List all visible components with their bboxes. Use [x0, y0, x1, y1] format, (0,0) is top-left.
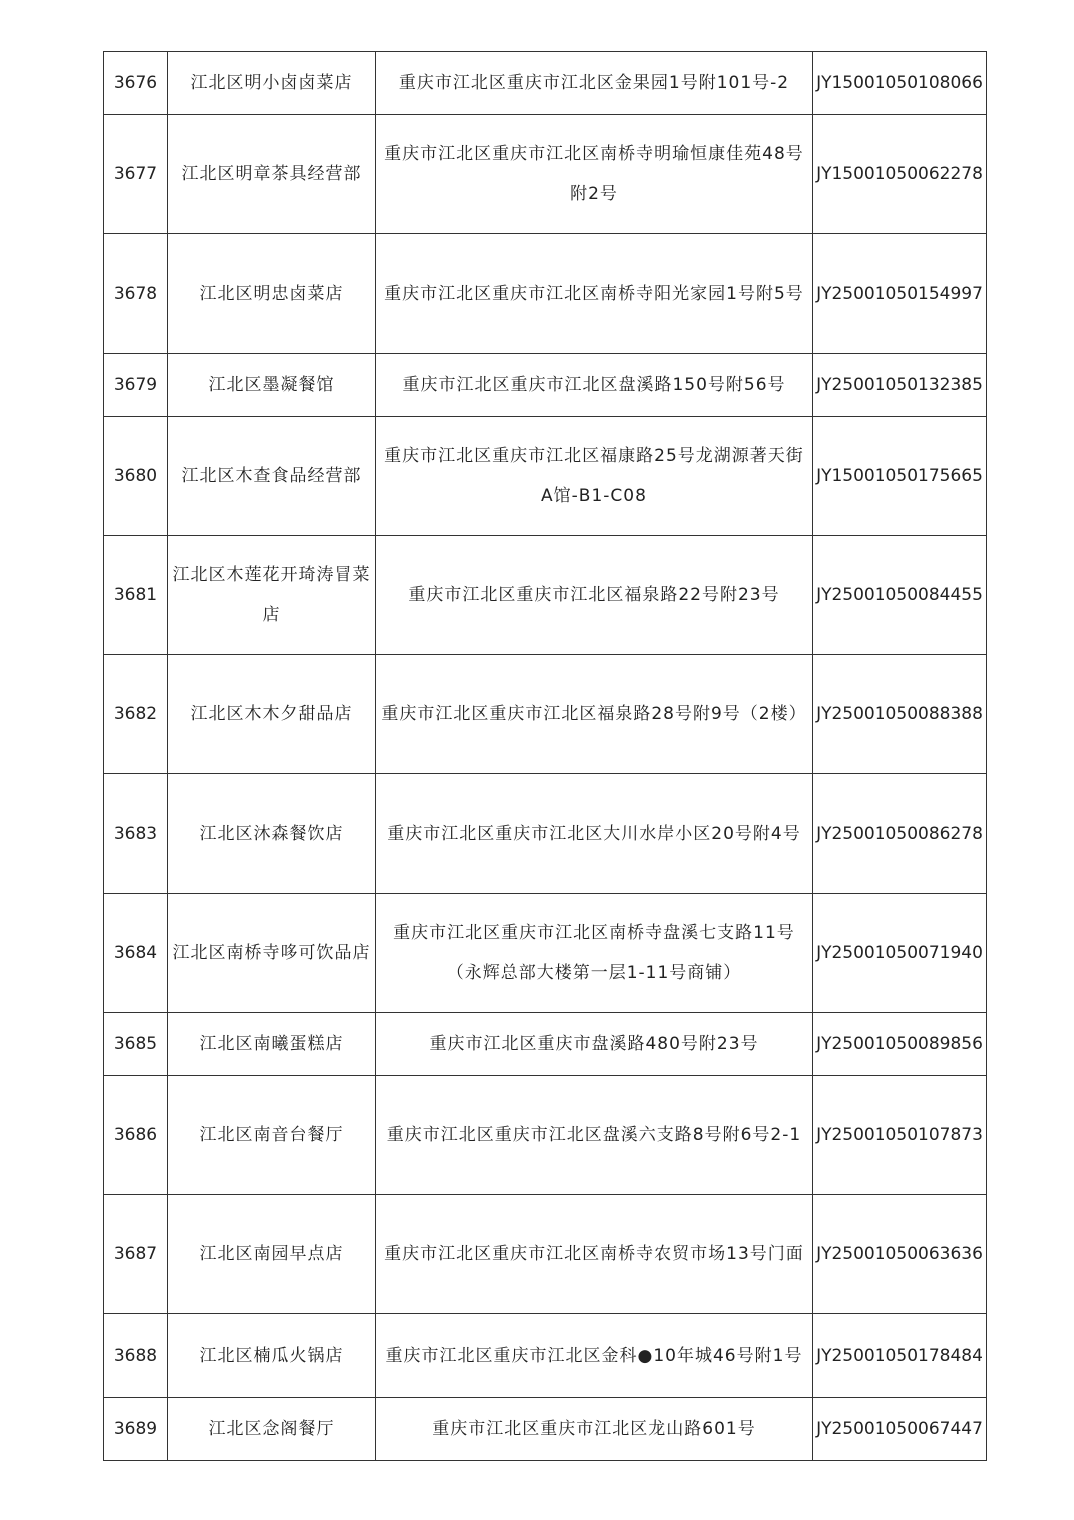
business-name: 江北区明忠卤菜店	[168, 234, 376, 354]
license-table	[103, 51, 987, 1461]
business-name: 江北区木木夕甜品店	[168, 655, 376, 774]
license-number: JY15001050108066	[813, 52, 987, 115]
business-name: 江北区南曦蛋糕店	[168, 1013, 376, 1076]
row-number: 3689	[104, 1398, 168, 1461]
business-address: 重庆市江北区重庆市盘溪路480号附23号	[376, 1013, 813, 1076]
table-row	[104, 52, 987, 115]
license-number: JY25001050067447	[813, 1398, 987, 1461]
business-address: 重庆市江北区重庆市江北区南桥寺农贸市场13号门面	[376, 1195, 813, 1314]
row-number: 3676	[104, 52, 168, 115]
business-name: 江北区沐森餐饮店	[168, 774, 376, 894]
license-number: JY25001050088388	[813, 655, 987, 774]
business-name: 江北区明小卤卤菜店	[168, 52, 376, 115]
business-address: 重庆市江北区重庆市江北区南桥寺明瑜恒康佳苑48号附2号	[376, 115, 813, 234]
row-number: 3680	[104, 417, 168, 536]
license-number: JY15001050062278	[813, 115, 987, 234]
license-number: JY25001050086278	[813, 774, 987, 894]
license-number: JY15001050175665	[813, 417, 987, 536]
table-row	[104, 1398, 987, 1461]
table-row	[104, 774, 987, 894]
license-number: JY25001050084455	[813, 536, 987, 655]
business-address: 重庆市江北区重庆市江北区南桥寺阳光家园1号附5号	[376, 234, 813, 354]
row-number: 3684	[104, 894, 168, 1013]
business-name: 江北区木查食品经营部	[168, 417, 376, 536]
business-name: 江北区墨凝餐馆	[168, 354, 376, 417]
business-address: 重庆市江北区重庆市江北区金科●10年城46号附1号	[376, 1314, 813, 1398]
business-address: 重庆市江北区重庆市江北区福泉路28号附9号（2楼）	[376, 655, 813, 774]
row-number: 3683	[104, 774, 168, 894]
license-number: JY25001050132385	[813, 354, 987, 417]
business-address: 重庆市江北区重庆市江北区福泉路22号附23号	[376, 536, 813, 655]
license-number: JY25001050063636	[813, 1195, 987, 1314]
table-row	[104, 655, 987, 774]
row-number: 3681	[104, 536, 168, 655]
table-row	[104, 1195, 987, 1314]
business-name: 江北区南园早点店	[168, 1195, 376, 1314]
table-row	[104, 1314, 987, 1398]
business-name: 江北区木莲花开琦涛冒菜店	[168, 536, 376, 655]
business-address: 重庆市江北区重庆市江北区福康路25号龙湖源著天街A馆-B1-C08	[376, 417, 813, 536]
business-address: 重庆市江北区重庆市江北区盘溪路150号附56号	[376, 354, 813, 417]
business-address: 重庆市江北区重庆市江北区盘溪六支路8号附6号2-1	[376, 1076, 813, 1195]
table-row	[104, 894, 987, 1013]
business-name: 江北区南音台餐厅	[168, 1076, 376, 1195]
row-number: 3677	[104, 115, 168, 234]
table-body	[104, 52, 987, 1461]
business-name: 江北区念阁餐厅	[168, 1398, 376, 1461]
table-row	[104, 234, 987, 354]
license-number: JY25001050154997	[813, 234, 987, 354]
business-address: 重庆市江北区重庆市江北区大川水岸小区20号附4号	[376, 774, 813, 894]
business-address: 重庆市江北区重庆市江北区金果园1号附101号-2	[376, 52, 813, 115]
row-number: 3679	[104, 354, 168, 417]
row-number: 3678	[104, 234, 168, 354]
license-number: JY25001050107873	[813, 1076, 987, 1195]
business-name: 江北区明章茶具经营部	[168, 115, 376, 234]
table-row	[104, 354, 987, 417]
row-number: 3688	[104, 1314, 168, 1398]
business-name: 江北区南桥寺哆可饮品店	[168, 894, 376, 1013]
table-row	[104, 417, 987, 536]
table-row	[104, 115, 987, 234]
row-number: 3687	[104, 1195, 168, 1314]
license-number: JY25001050089856	[813, 1013, 987, 1076]
license-number: JY25001050178484	[813, 1314, 987, 1398]
table-row	[104, 536, 987, 655]
row-number: 3686	[104, 1076, 168, 1195]
row-number: 3682	[104, 655, 168, 774]
business-name: 江北区楠瓜火锅店	[168, 1314, 376, 1398]
table-row	[104, 1013, 987, 1076]
business-address: 重庆市江北区重庆市江北区南桥寺盘溪七支路11号（永辉总部大楼第一层1-11号商铺）	[376, 894, 813, 1013]
license-number: JY25001050071940	[813, 894, 987, 1013]
row-number: 3685	[104, 1013, 168, 1076]
table-row	[104, 1076, 987, 1195]
business-address: 重庆市江北区重庆市江北区龙山路601号	[376, 1398, 813, 1461]
